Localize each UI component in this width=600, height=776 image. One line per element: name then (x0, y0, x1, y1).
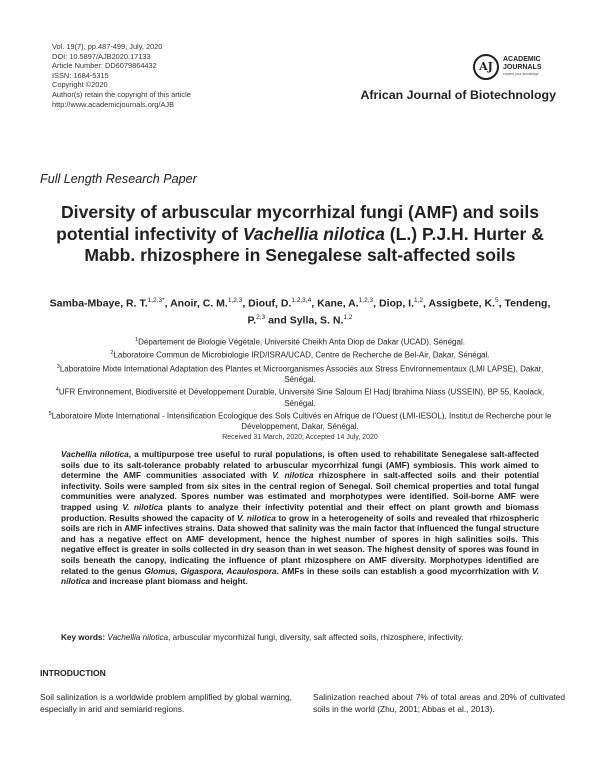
affiliation-text: Département de Biologie Végétale, Université Cheikh Anta Diop de Dakar (UCAD), Sénégal. (138, 337, 465, 347)
author-affiliation-ref: 1,2 (414, 297, 424, 304)
journal-url[interactable]: http://www.academicjournals.org/AJB (52, 99, 174, 109)
issn: ISSN: 1684-5315 (52, 70, 109, 80)
author-affiliation-ref: 1,2,3* (147, 297, 165, 304)
title-part-2: (L.) P.J.H. Hurter & Mabb. rhizosphere in Senegalese salt-affected soils (84, 223, 544, 265)
title-species: Vachellia nilotica (242, 223, 385, 244)
logo-line-1: ACADEMIC (503, 56, 541, 63)
abstract-species-term: V. nilotica (237, 512, 276, 523)
abstract-text: . AMFs in these soils can establish a good mycorrhization with (276, 565, 532, 576)
keywords-label: Key words: (61, 633, 106, 642)
affiliation-text: Laboratoire Mixte International - Intensification Ecologique des Sols Cultivés en Afrique de l'Ouest (LMI-IESOL), Institut de Recherche pour le Développement, Dakar, Sénégal. (51, 411, 552, 432)
keywords (61, 632, 539, 643)
abstract-species-term: Glomus, Gigaspora, Acaulospora (144, 565, 277, 576)
received-accepted-dates: Received 31 March, 2020; Accepted 14 July, 2020 (222, 434, 378, 441)
author-affiliation-ref: 1,2 (343, 314, 353, 321)
logo-line-2: JOURNALS (503, 64, 542, 71)
author-name: Samba-Mbaye, R. T. (49, 297, 148, 310)
paper-title (40, 202, 560, 267)
affiliation-number: 5 (48, 411, 52, 418)
keywords-rest: , arbuscular mycorrhizal fungi, diversity, salt affected soils, rhizosphere, infectivity. (168, 633, 464, 642)
abstract-text: to grow in a heterogeneity of soils and revealed that rhizospheric soils are rich in AMF infectives strains. Data showed that salinity was the main factor that influenced the fungal structure and has a negative effect on AMF development, hence the highest number of spores in high salinities soils. This negative effect is greater in soils collected in dry season than in wet season. The highest density of spores was found in soils beneath the canopy, indicating the influence of plant rhizosphere on AMF diversity. Morphotypes identified are related to the genus (61, 512, 539, 576)
author-affiliation-ref: 1,2,3 (227, 297, 243, 304)
affiliation-item (40, 362, 560, 386)
abstract-species-term: V. nilotica (61, 565, 540, 587)
logo-wordmark (503, 56, 542, 72)
volume-info: Vol. 19(7), pp.487-499, July, 2020 (52, 42, 163, 51)
introduction-right-column: Salinization reached about 7% of total areas and 20% of cultivated soils in the world (Zhu, 2001; Abbas et al., 2013). (313, 692, 565, 714)
affiliation-item (40, 409, 560, 433)
introduction-left-column: Soil salinization is a worldwide problem amplified by global warning, especially in arid and semiarid regions. (40, 692, 292, 714)
journal-name: African Journal of Biotechnology (360, 88, 556, 102)
logo-mark: AJ (473, 54, 499, 80)
paper-type: Full Length Research Paper (40, 172, 197, 186)
author-list: Samba-Mbaye, R. T.$^{1,2,3*}$, Anoir, C. M.$^{1,2,3}$, Diouf, D.$^{1,2,3,4}$, Kane, A.$^{1,2,3}$, Diop, I.$^{1,2}$, Assigbete, K.$^5$, Tendeng, P.$^{2,3}$ and Sylla, S. N.$^{1,2}$ (49, 297, 551, 327)
copyright: Copyright ©2020 (52, 80, 108, 90)
author-affiliation-ref: 5 (495, 297, 499, 304)
affiliation-number: 4 (55, 387, 59, 394)
abstract-text: rhizosphere in salt-affected soils and their potential infectivity. Soils were sampled from six sites in the central region of Senegal. Soil chemical properties and total fungal communities were analyzed. Spores number was estimated and morphotypes were identified. Soil-borne AMF were trapped using (61, 470, 539, 512)
affiliation-text: Laboratoire Mixte International Adaptation des Plantes et Microorganismes Associés aux Stress Environnementaux (LMI LAPSE), Dakar, Sénégal. (59, 364, 544, 384)
keywords-species: Vachellia nilotica (107, 633, 169, 642)
author-name: Tendeng, P. (247, 297, 551, 327)
abstract (61, 449, 539, 587)
rights-notice: Author(s) retain the copyright of this article (52, 89, 191, 99)
title-part-1: Diversity of arbuscular mycorrhizal fungi (AMF) and soils potential infectivity of (56, 202, 540, 244)
author-name: Diop, I. (379, 297, 414, 310)
affiliation-text: UFR Environnement, Biodiversité et Développement Durable, Université Sine Saloum El Hadj Ibrahima Niass (USSEIN), BP 55, Kaolack, Sénégal. (58, 388, 545, 408)
author-affiliation-ref: 2,3 (256, 314, 266, 321)
abstract-species-term: V. nilotica (122, 501, 163, 512)
affiliation-number: 2 (110, 350, 114, 357)
abstract-text: and increase plant biomass and height. (90, 576, 248, 587)
doi: DOI: 10.5897/AJB2020.17133 (52, 51, 151, 61)
author-affiliation-ref: 1,2,3,4 (291, 297, 312, 304)
affiliation-number: 3 (56, 363, 60, 370)
author-name: Kane, A. (317, 297, 359, 310)
author-affiliation-ref: 1,2,3 (358, 297, 374, 304)
affiliations (40, 335, 560, 433)
abstract-species-term: Vachellia nilotica (61, 449, 129, 459)
author-name: Sylla, S. N. (289, 314, 344, 327)
article-metadata (52, 42, 191, 109)
abstract-text: , a multipurpose tree useful to rural populations, is often used to rehabilitate Senegalese salt-affected soils due to its salt-tolerance probably related to arbuscular mycorrhizal fungi (AMF) symbiosis. This work aimed to determine the AMF communities associated with (61, 449, 540, 481)
author-name: Anoir, C. M. (170, 297, 228, 310)
affiliation-number: 1 (135, 337, 139, 343)
academic-journals-logo (473, 54, 583, 80)
affiliation-item (40, 335, 560, 348)
affiliation-item (40, 348, 560, 361)
logo-tagline: expand your knowledge (503, 72, 539, 76)
affiliation-item (40, 385, 560, 409)
abstract-species-term: V. nilotica (272, 470, 314, 481)
author-name: Assigbete, K. (428, 297, 496, 310)
abstract-text: plants to analyze their infectivity potential and their effect on plant growth and biomass production. Results showed the capacity of (61, 501, 539, 523)
affiliation-text: Laboratoire Commun de Microbiologie IRD/ISRA/UCAD, Centre de Recherche de Bel-Air, Dakar, Sénégal. (113, 350, 490, 360)
introduction-heading: INTRODUCTION (40, 668, 106, 678)
article-number: Article Number: DD6079864432 (52, 61, 157, 71)
author-name: Diouf, D. (248, 297, 292, 310)
